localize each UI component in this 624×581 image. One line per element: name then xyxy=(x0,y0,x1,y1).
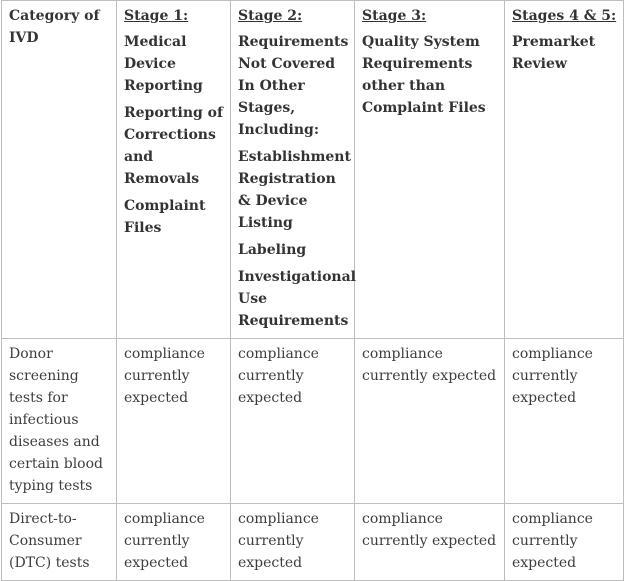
header-stage-2: Stage 2: Requirements Not Covered In Other Stages, Including: Establishment Registration & Device Listing Labeling Investigational Use Requirements xyxy=(231,1,355,339)
table-row xyxy=(2,504,624,581)
header-stage-1: Stage 1: Medical Device Reporting Reporting of Corrections and Removals Complaint Files xyxy=(117,1,231,339)
row-category: Direct-to-Consumer (DTC) tests xyxy=(2,504,117,581)
table-cell: compliance currently expected xyxy=(505,339,624,504)
table-cell: compliance currently expected xyxy=(355,504,505,581)
table-cell: compliance currently expected xyxy=(505,504,624,581)
ivd-compliance-table xyxy=(1,0,624,581)
table-cell: compliance currently expected xyxy=(231,339,355,504)
stages-4-5-item: Premarket Review xyxy=(512,34,596,72)
header-stages-4-5: Stages 4 & 5: Premarket Review xyxy=(505,1,624,339)
table-cell: compliance currently expected xyxy=(117,339,231,504)
table-cell: compliance currently expected xyxy=(355,339,505,504)
stage-2-link[interactable]: Stage 2 xyxy=(238,8,297,24)
stage-1-link[interactable]: Stage 1 xyxy=(124,8,183,24)
table-cell: compliance currently expected xyxy=(117,504,231,581)
stage-2-item: Labeling xyxy=(238,242,307,258)
stage-3-link[interactable]: Stage 3 xyxy=(362,8,421,24)
row-category: Donor screening tests for infectious diseases and certain blood typing tests xyxy=(2,339,117,504)
table-row xyxy=(2,339,624,504)
stage-2-item: Investigational Use Requirements xyxy=(238,269,356,329)
header-stage-3: Stage 3: Quality System Requirements other than Complaint Files xyxy=(355,1,505,339)
header-row xyxy=(2,1,624,339)
header-category xyxy=(2,1,117,339)
stage-1-item: Complaint Files xyxy=(124,198,206,236)
header-category-label: Category of IVD xyxy=(9,8,100,46)
table-cell: compliance currently expected xyxy=(231,504,355,581)
stage-1-item: Reporting of Corrections and Removals xyxy=(124,105,224,187)
stages-4-5-link[interactable]: Stages 4 & 5 xyxy=(512,8,611,24)
stage-3-item: Quality System Requirements other than Complaint Files xyxy=(362,34,486,116)
stage-2-item: Establishment Registration & Device Listing xyxy=(238,149,351,231)
stage-1-item: Medical Device Reporting xyxy=(124,34,203,94)
stage-2-item: Requirements Not Covered In Other Stages, Including: xyxy=(238,34,349,138)
